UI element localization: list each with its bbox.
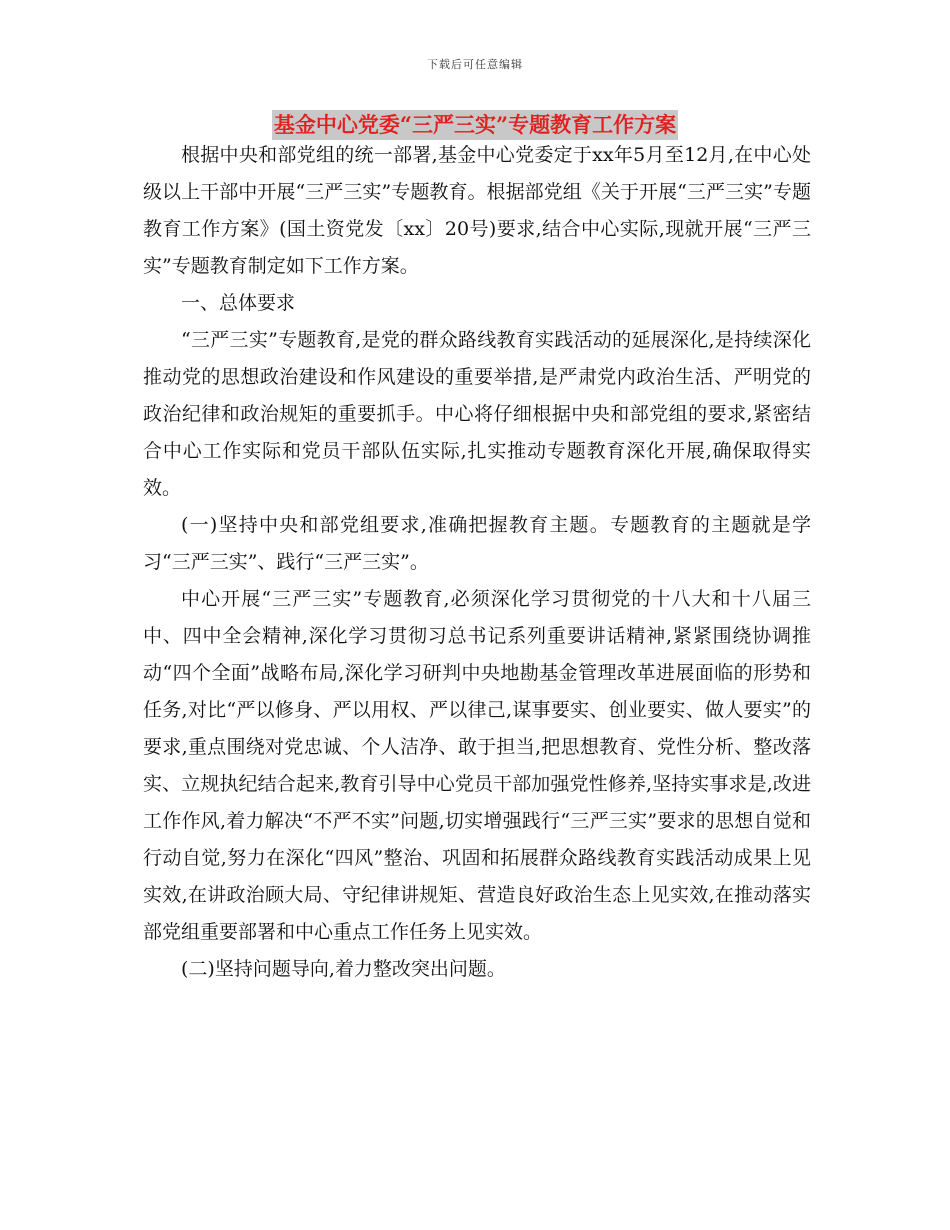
paragraph-subsection-2: (二)坚持问题导向,着力整改突出问题。 — [181, 958, 506, 980]
title-container — [0, 110, 950, 140]
paragraph-intro: 根据中央和部党组的统一部署,基金中心党委定于xx年5月至12月,在中心处级以上干部中开展“三严三实”专题教育。根据部党组《关于开展“三严三实”专题教育工作方案》(国土资党发〔xx〕20号)要求,结合中心实际,现就开展“三严三实”专题教育制定如下工作方案。 — [143, 144, 811, 277]
paragraph-general-requirements: “三严三实”专题教育,是党的群众路线教育实践活动的延展深化,是持续深化推动党的思想政治建设和作风建设的重要举措,是严肃党内政治生活、严明党的政治纪律和政治规矩的重要抓手。中心将仔细根据中央和部党组的要求,紧密结合中心工作实际和党员干部队伍实际,扎实推动专题教育深化开展,确保取得实效。 — [143, 329, 811, 499]
paragraph-center-education: 中心开展“三严三实”专题教育,必须深化学习贯彻党的十八大和十八届三中、四中全会精神,深化学习贯彻习总书记系列重要讲话精神,紧紧围绕协调推动“四个全面”战略布局,深化学习研判中央地勘基金管理改革进展面临的形势和任务,对比“严以修身、严以用权、严以律己,谋事要实、创业要实、做人要实”的要求,重点围绕对党忠诚、个人洁净、敢于担当,把思想教育、党性分析、整改落实、立规执纪结合起来,教育引导中心党员干部加强党性修养,坚持实事求是,改进工作作风,着力解决“不严不实”问题,切实增强践行“三严三实”要求的思想自觉和行动自觉,努力在深化“四风”整治、巩固和拓展群众路线教育实践活动成果上见实效,在讲政治顾大局、守纪律讲规矩、营造良好政治生态上见实效,在推动落实部党组重要部署和中心重点工作任务上见实效。 — [143, 588, 811, 943]
document-body — [143, 137, 811, 988]
paragraph-subsection-1: (一)坚持中央和部党组要求,准确把握教育主题。专题教育的主题就是学习“三严三实”、践行“三严三实”。 — [143, 514, 811, 573]
header-note: 下载后可任意编辑 — [427, 58, 523, 71]
document-title: 基金中心党委“三严三实”专题教育工作方案 — [272, 110, 678, 140]
section-heading-general-requirements: 一、总体要求 — [181, 292, 296, 314]
